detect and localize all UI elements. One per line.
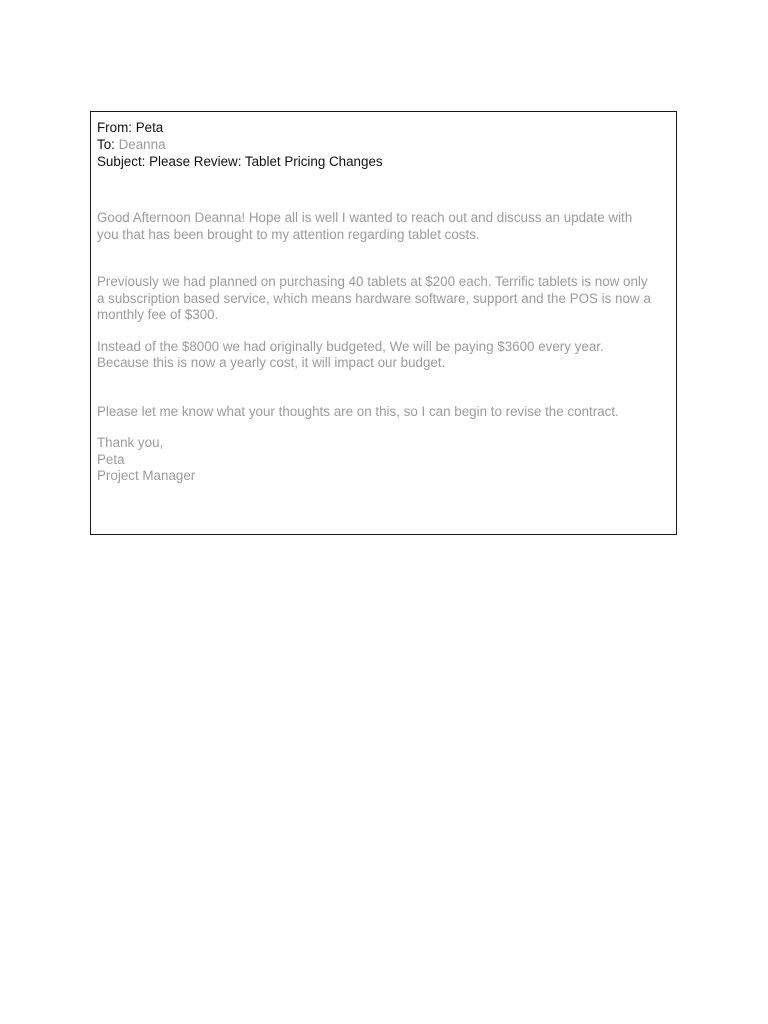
to-line bbox=[97, 136, 670, 153]
paragraph-line: Please let me know what your thoughts are on this, so I can begin to revise the contract. bbox=[97, 403, 619, 419]
signoff-name: Peta bbox=[97, 451, 125, 467]
paragraph-line: a subscription based service, which means hardware software, support and the POS is now a bbox=[97, 290, 651, 306]
body-paragraph-previous-plan bbox=[97, 274, 670, 324]
signature-block bbox=[97, 435, 670, 485]
subject-value: Please Review: Tablet Pricing Changes bbox=[149, 154, 383, 169]
subject-line bbox=[97, 153, 670, 170]
paragraph-line: you that has been brought to my attention regarding tablet costs. bbox=[97, 226, 480, 242]
body-paragraph-greeting bbox=[97, 210, 670, 243]
signoff-closing: Thank you, bbox=[97, 435, 164, 450]
body-paragraph-request bbox=[97, 404, 670, 421]
signoff-title: Project Manager bbox=[97, 468, 196, 483]
to-label: To: bbox=[97, 137, 115, 152]
to-value: Deanna bbox=[118, 137, 166, 152]
from-value: Peta bbox=[135, 120, 164, 135]
from-label: From: bbox=[97, 120, 132, 135]
paragraph-line: Because this is now a yearly cost, it will impact our budget. bbox=[97, 355, 446, 370]
paragraph-line: Instead of the $8000 we had originally budgeted, We will be paying $3600 every year. bbox=[97, 338, 604, 354]
email-document bbox=[90, 111, 677, 535]
paragraph-line: monthly fee of $300. bbox=[97, 307, 219, 322]
paragraph-line: Previously we had planned on purchasing 40 tablets at $200 each. Terrific tablets is now only bbox=[97, 274, 648, 289]
subject-label: Subject: bbox=[97, 154, 146, 169]
body-paragraph-budget-impact bbox=[97, 339, 670, 372]
paragraph-line: Good Afternoon Deanna! Hope all is well I wanted to reach out and discuss an update with bbox=[97, 210, 633, 225]
from-line bbox=[97, 119, 670, 136]
